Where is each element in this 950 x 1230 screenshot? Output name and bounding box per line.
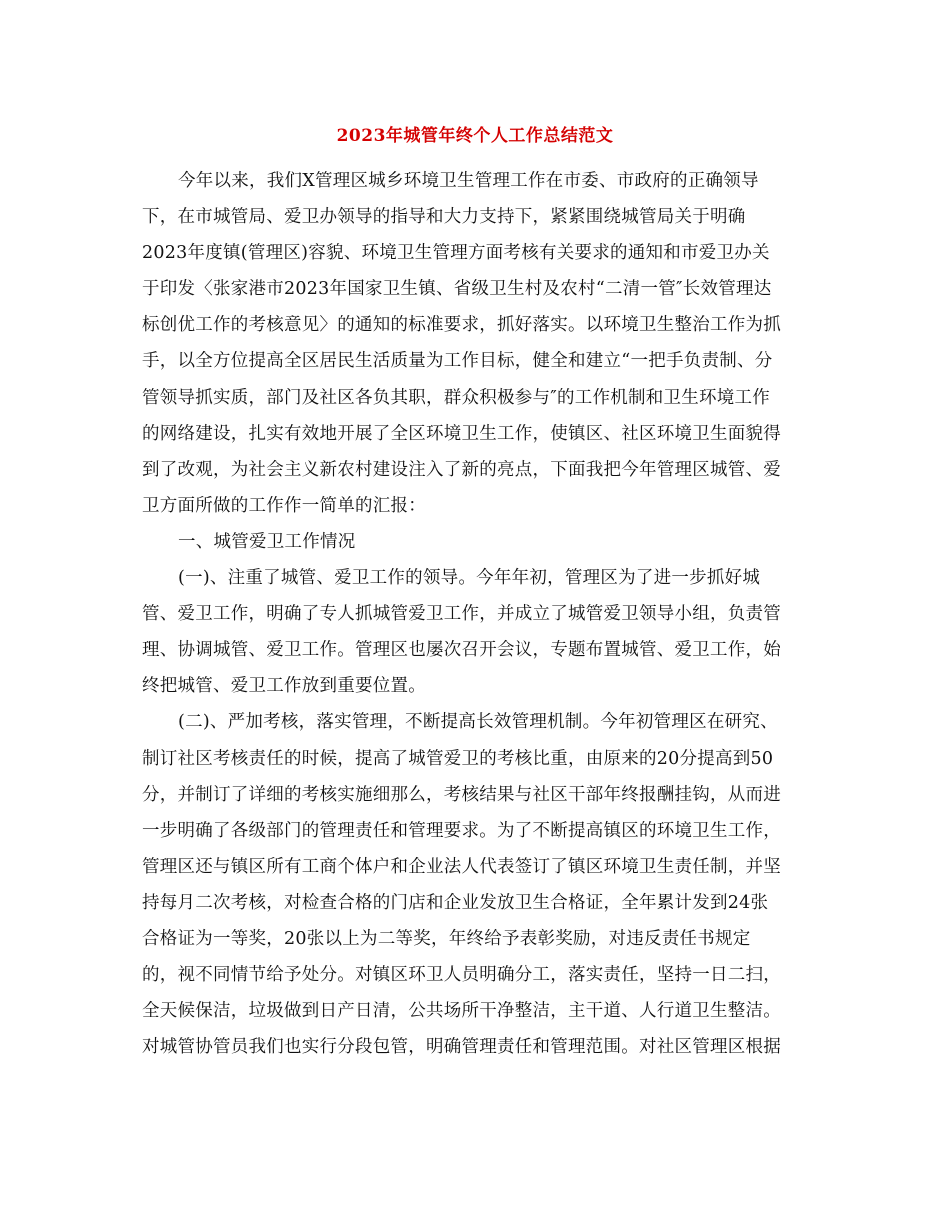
body-line: 制订社区考核责任的时候，提高了城管爱卫的考核比重，由原来的20分提高到50 [142, 748, 774, 769]
body-line: 卫方面所做的工作作一简单的汇报： [142, 495, 426, 516]
body-line: 的，视不同情节给予处分。对镇区环卫人员明确分工，落实责任，坚持一日二扫， [142, 965, 781, 986]
body-line: 对城管协管员我们也实行分段包管，明确管理责任和管理范围。对社区管理区根据 [142, 1037, 781, 1058]
body-line: 管领导抓实质，部门及社区各负其职，群众积极参与″的工作机制和卫生环境工作 [142, 387, 771, 408]
body-line: 的网络建设，扎实有效地开展了全区环境卫生工作，使镇区、社区环境卫生面貌得 [142, 423, 781, 444]
body-line: 手，以全方位提高全区居民生活质量为工作目标，健全和建立“一把手负责制、分 [142, 351, 773, 372]
document-body [142, 163, 812, 1065]
body-line: 标创优工作的考核意见〉的通知的标准要求，抓好落实。以环境卫生整治工作为抓 [142, 315, 781, 336]
body-line: 理、协调城管、爱卫工作。管理区也屡次召开会议，专题布置城管、爱卫工作，始 [142, 640, 781, 661]
body-line: 一、城管爱卫工作情况 [178, 531, 356, 552]
body-line: 管、爱卫工作，明确了专人抓城管爱卫工作，并成立了城管爱卫领导小组，负责管 [142, 604, 781, 625]
body-line: 全天候保洁，垃圾做到日产日清，公共场所干净整洁，主干道、人行道卫生整洁。 [142, 1001, 781, 1022]
body-line: 下，在市城管局、爱卫办领导的指导和大力支持下，紧紧围绕城管局关于明确 [142, 207, 746, 228]
body-line: 2023年度镇(管理区)容貌、环境卫生管理方面考核有关要求的通知和市爱卫办关 [142, 243, 770, 264]
body-line: 持每月二次考核，对检查合格的门店和企业发放卫生合格证，全年累计发到24张 [142, 892, 769, 913]
body-line: 管理区还与镇区所有工商个体户和企业法人代表签订了镇区环境卫生责任制，并坚 [142, 856, 781, 877]
body-line: 分，并制订了详细的考核实施细那么，考核结果与社区干部年终报酬挂钩，从而进 [142, 784, 781, 805]
body-line: 合格证为一等奖，20张以上为二等奖，年终给予表彰奖励，对违反责任书规定 [142, 928, 751, 949]
body-line: 今年以来，我们X管理区城乡环境卫生管理工作在市委、市政府的正确领导 [178, 171, 759, 191]
document-title: 2023年城管年终个人工作总结范文 [336, 126, 614, 146]
body-line: 一步明确了各级部门的管理责任和管理要求。为了不断提高镇区的环境卫生工作， [142, 820, 781, 841]
body-line: (一)、注重了城管、爱卫工作的领导。今年年初，管理区为了进一步抓好城 [178, 568, 761, 589]
body-line: (二)、严加考核，落实管理，不断提高长效管理机制。今年初管理区在研究、 [178, 712, 778, 733]
body-line: 于印发〈张家港市2023年国家卫生镇、省级卫生村及农村“二清一管″长效管理达 [142, 279, 772, 300]
body-line: 到了改观，为社会主义新农村建设注入了新的亮点，下面我把今年管理区城管、爱 [142, 459, 781, 480]
body-line: 终把城管、爱卫工作放到重要位置。 [142, 676, 426, 697]
